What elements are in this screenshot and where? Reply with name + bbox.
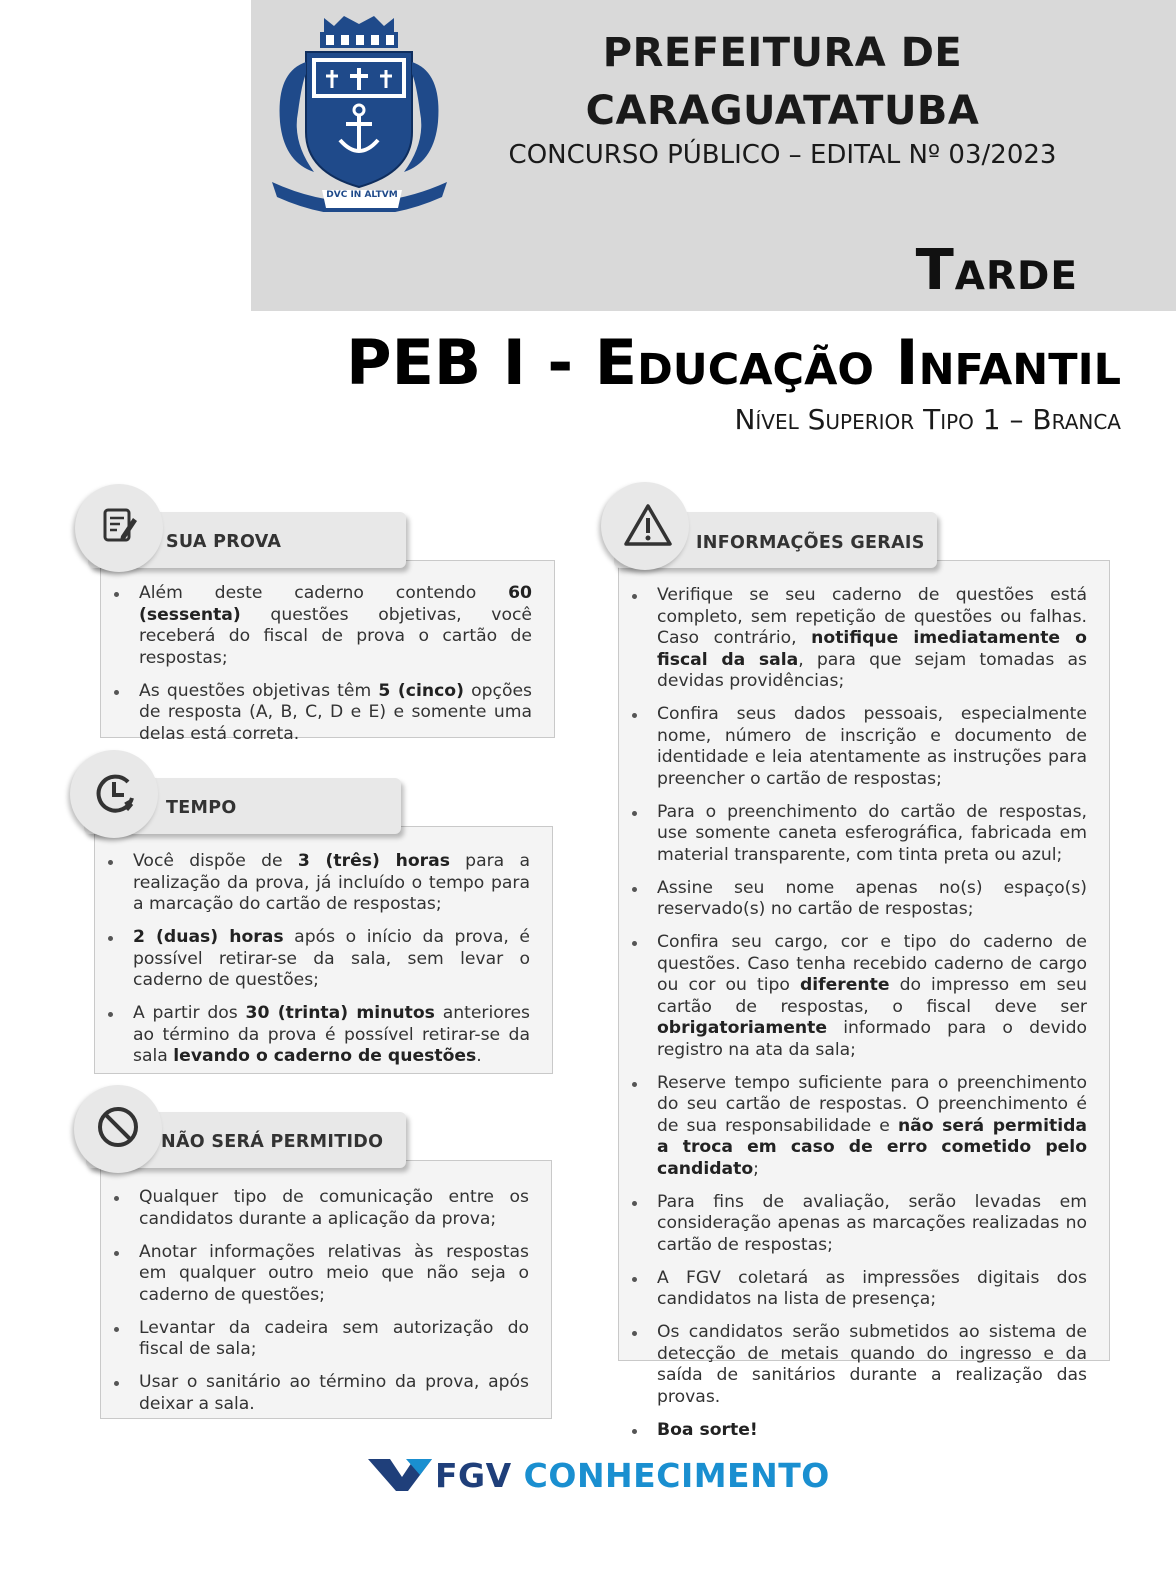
emphasis-text: 5 (cinco) [378,680,464,701]
exam-sheet-icon [97,504,141,548]
list-item: Confira seus dados pessoais, especialmente nome, número de inscrição e documento de identidade e leia atentamente as instruções para preencher o cartão de respostas; [619,704,1087,790]
prohibited-icon [96,1105,142,1151]
list-item: Qualquer tipo de comunicação entre os candidatos durante a aplicação da prova; [101,1187,529,1230]
emphasis-text: 3 (três) horas [297,851,450,871]
contest-edital: CONCURSO PÚBLICO – EDITAL Nº 03/2023 [508,140,1057,170]
clock-icon [92,770,138,816]
emphasis-text: 60 (sessenta) [139,583,532,625]
info-gerais-panel [618,560,1110,1440]
list-item: Levantar da cadeira sem autorização do fiscal de sala; [101,1318,529,1361]
exam-period: Tarde [915,238,1078,303]
list-item: Assine seu nome apenas no(s) espaço(s) reservado(s) no cartão de respostas; [619,878,1087,921]
list-item: Reserve tempo suficiente para o preenchimento do seu cartão de respostas. O preenchimento é de sua responsabilidade e não será permitida a troca em caso de erro cometido pelo candidato; [619,1073,1087,1181]
list-item: Verifique se seu caderno de questões está completo, sem repetição de questões ou falhas. Caso contrário, notifique imediatamente o fiscal da sala, para que sejam tomadas as devidas providências; [619,585,1087,693]
list-item: As questões objetivas têm 5 (cinco) opções de resposta (A, B, C, D e E) e somente uma delas está correta. [101,681,532,746]
emphasis-text: não será permitida a troca em caso de erro cometido pelo candidato [657,1115,1087,1179]
tempo-list [95,851,530,1068]
tempo-icon-bubble [70,750,158,838]
list-item: A partir dos 30 (trinta) minutos anteriores ao término da prova é possível retirar-se da sala levando o caderno de questões. [95,1003,530,1068]
info-gerais-list [619,585,1087,1441]
footer-brand [435,1456,830,1495]
emphasis-text: 2 (duas) horas [133,927,284,947]
emphasis-text: 30 (trinta) minutos [245,1003,435,1023]
nao-permitido-icon-bubble [74,1085,162,1173]
footer-brand-conhecimento: CONHECIMENTO [523,1456,830,1495]
info-gerais-label: INFORMAÇÕES GERAIS [696,533,925,553]
emphasis-text: notifique imediatamente o fiscal da sala [657,628,1087,670]
list-item: Usar o sanitário ao término da prova, após deixar a sala. [101,1372,529,1415]
sua-prova-panel [100,560,555,744]
nao-permitido-list [101,1187,529,1415]
nao-permitido-label: NÃO SERÁ PERMITIDO [161,1132,384,1152]
sua-prova-list [101,583,532,745]
list-item: Você dispõe de 3 (três) horas para a realização da prova, já incluído o tempo para a marcação do cartão de respostas; [95,851,530,916]
list-item [619,1420,1087,1442]
org-name-line1: PREFEITURA DE [602,30,963,76]
tempo-label: TEMPO [166,798,237,818]
list-item: A FGV coletará as impressões digitais dos candidatos na lista de presença; [619,1268,1087,1311]
sua-prova-icon-bubble [75,484,163,572]
list-item: Além deste caderno contendo 60 (sessenta) questões objetivas, você receberá do fiscal de prova o cartão de respostas; [101,583,532,669]
emphasis-text: Boa sorte! [657,1419,758,1440]
emphasis-text: levando o caderno de questões [173,1046,477,1066]
list-item: Confira seu cargo, cor e tipo do caderno de questões. Caso tenha recebido caderno de cargo ou cor ou tipo diferente do impresso em seu cartão de respostas, o fiscal deve ser obrigatoriamente informado para o devido registro na ata da sala; [619,932,1087,1061]
nao-permitido-panel [100,1160,552,1419]
exam-subtitle: Nível Superior Tipo 1 – Branca [734,403,1121,436]
crest-motto: DVC IN ALTVM [326,190,398,200]
info-gerais-icon-bubble [601,482,689,570]
footer-brand-fgv: FGV [435,1456,512,1495]
list-item: Para o preenchimento do cartão de respostas, use somente caneta esferográfica, fabricada em material transparente, com tinta preta ou azul; [619,802,1087,867]
list-item: Para fins de avaliação, serão levadas em consideração apenas as marcações realizadas no cartão de respostas; [619,1192,1087,1257]
emphasis-text: obrigatoriamente [657,1018,828,1038]
sua-prova-label: SUA PROVA [166,532,282,552]
city-crest-logo [262,12,457,212]
list-item: Anotar informações relativas às respostas em qualquer outro meio que não seja o caderno de questões; [101,1242,529,1307]
emphasis-text: diferente [799,975,890,995]
warning-icon [623,502,673,548]
tempo-panel [94,826,553,1074]
org-name-line2: CARAGUATATUBA [585,88,980,134]
list-item: 2 (duas) horas após o início da prova, é possível retirar-se da sala, sem levar o caderno de questões; [95,927,530,992]
list-item: Os candidatos serão submetidos ao sistema de detecção de metais quando do ingresso e da saída de sanitários durante a realização das provas. [619,1322,1087,1408]
exam-title: PEB I - Educação Infantil [346,326,1121,399]
